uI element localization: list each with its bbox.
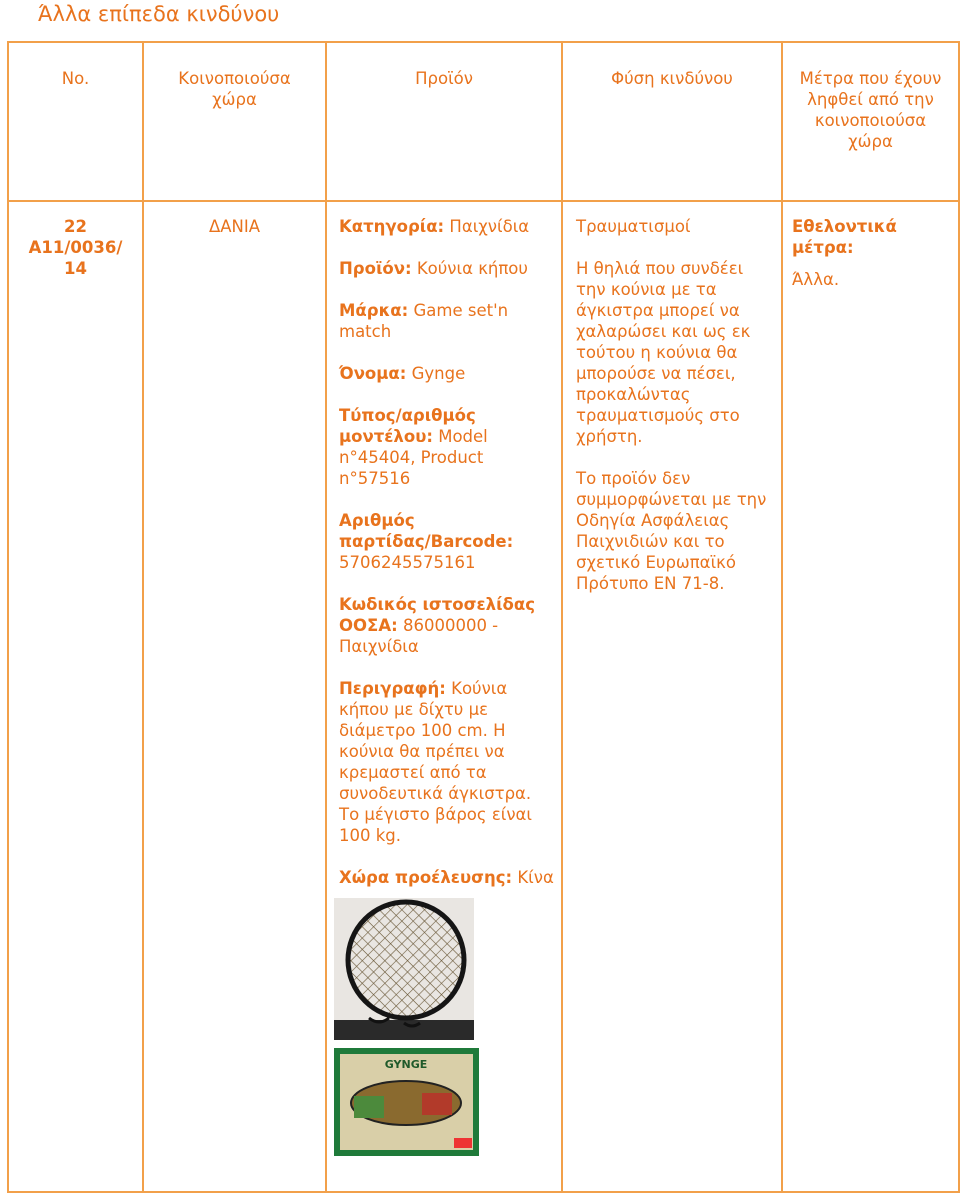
- header-risk: Φύση κινδύνου: [562, 42, 782, 201]
- name-field: Όνομα: Gynge: [339, 364, 466, 383]
- cell-product: [326, 201, 562, 1192]
- product-photo: [334, 898, 504, 1158]
- box-logo-text: GYNGE: [384, 1058, 428, 1071]
- risk-type: Τραυματισμοί: [576, 217, 691, 236]
- header-country: Κοινοποιούσα χώρα: [143, 42, 326, 201]
- header-measures: Μέτρα που έχουν ληφθεί από την κοινοποιούσα χώρα: [782, 42, 959, 201]
- header-no: No.: [8, 42, 143, 201]
- risk-paragraph-2: Το προϊόν δεν συμμορφώνεται με την Οδηγία Ασφάλειας Παιχνιδιών και το σχετικό Ευρωπαϊκό Πρότυπο ΕΝ 71-8.: [576, 469, 767, 593]
- section-title: Άλλα επίπεδα κινδύνου: [38, 2, 280, 26]
- table-row: [8, 201, 959, 1192]
- batch-field: Αριθμός παρτίδας/Barcode: 5706245575161: [339, 511, 514, 572]
- description-field: Περιγραφή: Κούνια κήπου με δίχτυ με διάμετρο 100 cm. Η κούνια θα πρέπει να κρεμαστεί από τα συνοδευτικά άγκιστρα. Το μέγιστο βάρος είναι 100 kg.: [339, 679, 532, 845]
- oecd-field: Κωδικός ιστοσελίδας ΟΟΣΑ: 86000000 - Παιχνίδια: [339, 595, 535, 656]
- cell-number: [8, 201, 143, 1192]
- category-field: Κατηγορία: Παιχνίδια: [339, 217, 530, 236]
- alert-table: [7, 41, 960, 1193]
- measures-label: Εθελοντικά μέτρα:: [792, 217, 897, 257]
- country-value: ΔΑΝΙΑ: [208, 217, 261, 236]
- cell-measures: [782, 201, 959, 1192]
- brand-field: Μάρκα: Game set'n match: [339, 301, 509, 341]
- cell-risk: [562, 201, 782, 1192]
- measures-value: Άλλα.: [792, 270, 840, 289]
- origin-field: Χώρα προέλευσης: Κίνα: [339, 868, 554, 887]
- product-field: Προϊόν: Κούνια κήπου: [339, 259, 528, 278]
- model-field: Τύπος/αριθμός μοντέλου: Model n°45404, Product n°57516: [339, 406, 488, 488]
- alert-number: 22 A11/0036/ 14: [28, 217, 123, 278]
- cell-country: [143, 201, 326, 1192]
- header-row: [8, 42, 959, 201]
- header-product: Προϊόν: [326, 42, 562, 201]
- swing-image: [334, 898, 504, 1158]
- risk-paragraph-1: Η θηλιά που συνδέει την κούνια με τα άγκιστρα μπορεί να χαλαρώσει και ως εκ τούτου η κούνια θα μπορούσε να πέσει, προκαλώντας τραυματισμούς στο χρήστη.: [576, 259, 751, 446]
